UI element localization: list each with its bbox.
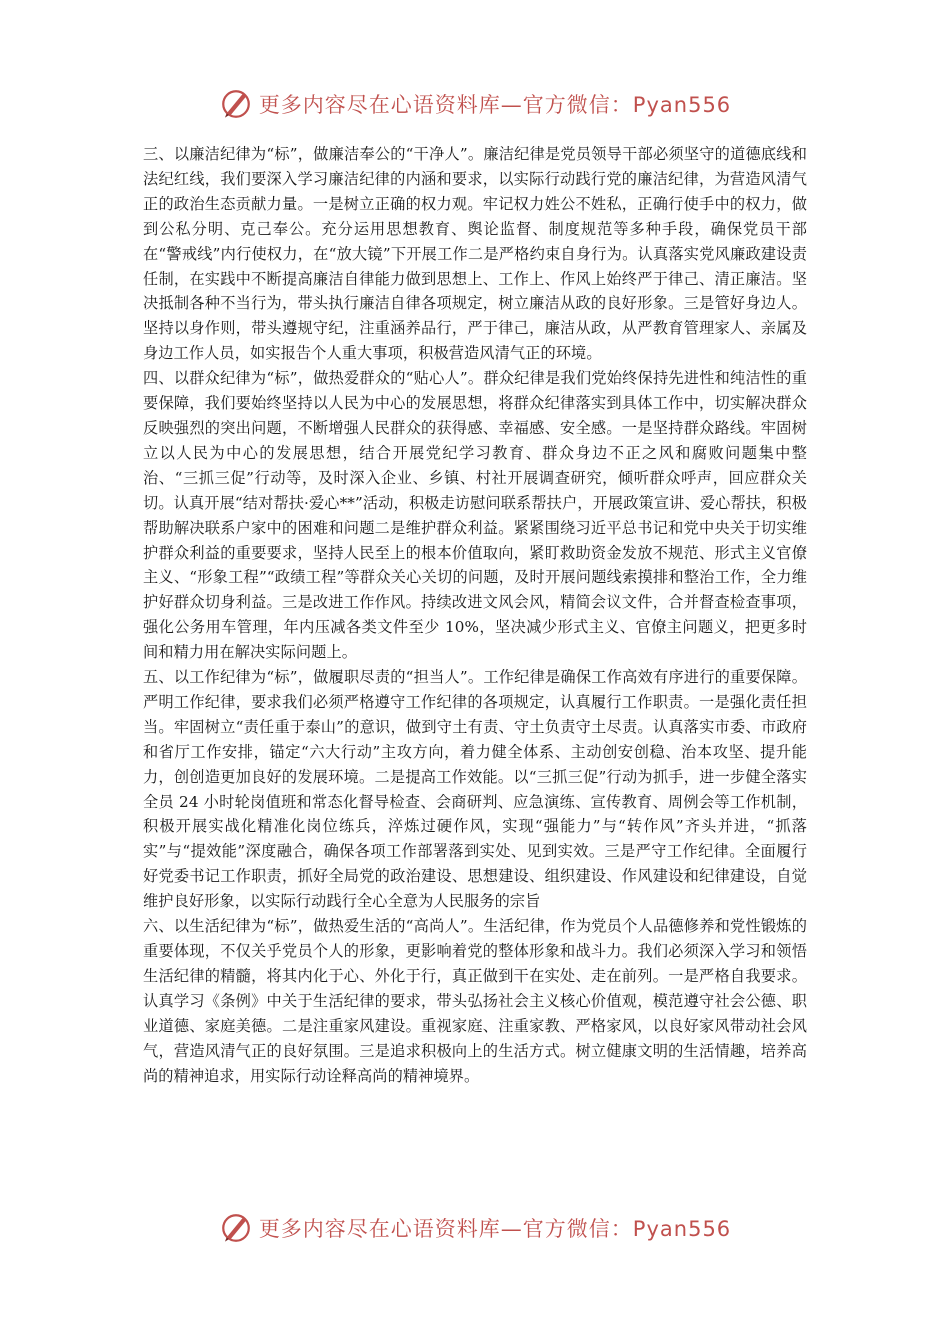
pen-logo-icon bbox=[219, 1211, 253, 1245]
paragraph-work-discipline: 五、以工作纪律为“标”，做履职尽责的“担当人”。工作纪律是确保工作高效有序进行的重要保障。严明工作纪律，要求我们必须严格遵守工作纪律的各项规定，认真履行工作职责。一是强化责任担当。牢固树立“责任重于泰山”的意识，做到守土有责、守土负责守土尽责。认真落实市委、市政府和省厅工作安排，锚定“六大行动”主攻方向，着力健全体系、主动创安创稳、治本攻坚、提升能力，创创造更加良好的发展环境。二是提高工作效能。以“三抓三促”行动为抓手，进一步健全落实全员 24 小时轮岗值班和常态化督导检查、会商研判、应急演练、宣传教育、周例会等工作机制，积极开展实战化精准化岗位练兵，淬炼过硬作风，实现“强能力”与“转作风”齐头并进，“抓落实”与“提效能”深度融合，确保各项工作部署落到实处、见到实效。三是严守工作纪律。全面履行好党委书记工作职责，抓好全局党的政治建设、思想建设、组织建设、作风建设和纪律建设，自觉维护良好形象，以实际行动践行全心全意为人民服务的宗旨 bbox=[143, 668, 807, 911]
paragraph-mass-discipline: 四、以群众纪律为“标”，做热爱群众的“贴心人”。群众纪律是我们党始终保持先进性和纯洁性的重要保障，我们要始终坚持以人民为中心的发展思想，将群众纪律落实到具体工作中，切实解决群众反映强烈的突出问题，不断增强人民群众的获得感、幸福感、安全感。一是坚持群众路线。牢固树立以人民为中心的发展思想，结合开展党纪学习教育、群众身边不正之风和腐败问题集中整治、“三抓三促”行动等，及时深入企业、乡镇、村社开展调查研究，倾听群众呼声，回应群众关切。认真开展“结对帮扶·爱心**”活动，积极走访慰问联系帮扶户，开展政策宣讲、爱心帮扶，积极帮助解决联系户家中的困难和问题二是维护群众利益。紧紧围绕习近平总书记和党中央关于切实维护群众利益的重要要求，坚持人民至上的根本价值取向，紧盯救助资金发放不规范、形式主义官僚主义、“形象工程”“政绩工程”等群众关心关切的问题，及时开展问题线索摸排和整治工作，全力维护好群众切身利益。三是改进工作作风。持续改进文风会风，精简会议文件，合并督查检查事项，强化公务用车管理，年内压减各类文件至少 10%，坚决减少形式主义、官僚主问题义，把更多时间和精力用在解决实际问题上。 bbox=[143, 369, 807, 662]
header-banner bbox=[0, 84, 950, 124]
header-banner-text: 更多内容尽在心语资料库—官方微信：Pyan556 bbox=[258, 93, 732, 117]
paragraph-life-discipline: 六、以生活纪律为“标”，做热爱生活的“高尚人”。生活纪律，作为党员个人品德修养和党性锻炼的重要体现，不仅关乎党员个人的形象，更影响着党的整体形象和战斗力。我们必须深入学习和领悟生活纪律的精髓，将其内化于心、外化于行，真正做到干在实处、走在前列。一是严格自我要求。认真学习《条例》中关于生活纪律的要求，带头弘扬社会主义核心价值观，模范遵守社会公德、职业道德、家庭美德。二是注重家风建设。重视家庭、注重家教、严格家风，以良好家风带动社会风气，营造风清气正的良好氛围。三是追求积极向上的生活方式。树立健康文明的生活情趣，培养高尚的精神追求，用实际行动诠释高尚的精神境界。 bbox=[143, 917, 807, 1085]
footer-banner-text: 更多内容尽在心语资料库—官方微信：Pyan556 bbox=[258, 1217, 732, 1241]
pen-logo-icon bbox=[219, 87, 253, 121]
footer-banner bbox=[0, 1208, 950, 1248]
document-body bbox=[143, 142, 807, 1088]
paragraph-integrity-discipline: 三、以廉洁纪律为“标”，做廉洁奉公的“干净人”。廉洁纪律是党员领导干部必须坚守的道德底线和法纪红线，我们要深入学习廉洁纪律的内涵和要求，以实际行动践行党的廉洁纪律，为营造风清气正的政治生态贡献力量。一是树立正确的权力观。牢记权力姓公不姓私，正确行使手中的权力，做到公私分明、克己奉公。充分运用思想教育、舆论监督、制度规范等多种手段，确保党员干部在“警戒线”内行使权力，在“放大镜”下开展工作二是严格约束自身行为。认真落实党风廉政建设责任制，在实践中不断提高廉洁自律能力做到思想上、工作上、作风上始终严于律己、清正廉洁。坚决抵制各种不当行为，带头执行廉洁自律各项规定，树立廉洁从政的良好形象。三是管好身边人。坚持以身作则，带头遵规守纪，注重涵养品行，严于律己，廉洁从政，从严教育管理家人、亲属及身边工作人员，如实报告个人重大事项，积极营造风清气正的环境。 bbox=[143, 145, 807, 363]
